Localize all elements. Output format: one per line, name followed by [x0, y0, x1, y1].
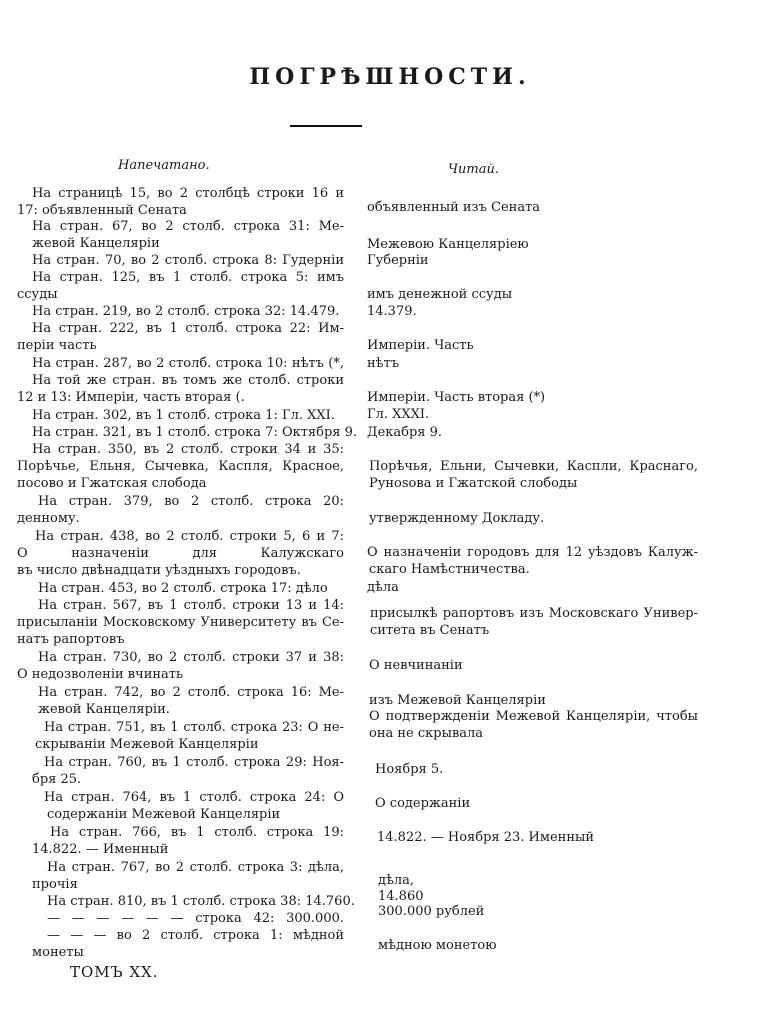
- printed-line: На стран. 321, въ 1 столб. строка 7: Октября 9.: [32, 425, 358, 440]
- correction-line: Рунosова и Гжатской слободы: [369, 476, 578, 491]
- printed-line: натъ рапортовъ: [17, 632, 125, 647]
- left-column-heading: Напечатано.: [118, 158, 210, 173]
- printed-line: Порѣчье, Ельня, Сычевка, Каспля, Красное,: [17, 459, 344, 474]
- correction-line: Межевою Канцеляріею: [367, 237, 529, 252]
- printed-line: періи часть: [17, 338, 97, 353]
- correction-line: присылкѣ рапортовъ изъ Московскаго Универ-: [370, 606, 698, 621]
- correction-line: объявленный изъ Сената: [367, 200, 541, 215]
- printed-line: На той же стран. въ томъ же столб. строки: [32, 373, 344, 388]
- printed-line: присыланіи Московскому Университету въ Се-: [17, 615, 344, 630]
- printed-line: — — — — — — строка 42: 300.000.: [47, 911, 344, 926]
- printed-line: На стран. 67, во 2 столб. строка 31: Ме-: [32, 219, 344, 234]
- correction-line: мѣдною монетою: [378, 938, 497, 953]
- correction-line: ситета въ Сенатъ: [370, 623, 490, 638]
- correction-line: Порѣчья, Ельни, Сычевки, Каспли, Краснаго,: [369, 459, 698, 474]
- printed-line: скрываніи Межевой Канцеляріи: [35, 737, 259, 752]
- correction-line: она не скрывала: [369, 726, 484, 741]
- printed-line: 12 и 13: Имперіи, часть вторая (.: [17, 390, 245, 405]
- title-rule: [290, 125, 362, 127]
- printed-line: На стран. 438, во 2 столб. строки 5, 6 и 7:: [35, 529, 344, 544]
- printed-line: На стран. 766, въ 1 столб. строка 19:: [50, 825, 344, 840]
- correction-line: Имперіи. Часть вторая (*): [367, 390, 546, 405]
- volume-footer: ТОМЪ XX.: [70, 963, 159, 981]
- printed-line: жевой Канцеляріи: [32, 236, 160, 251]
- printed-line: прочія: [32, 877, 78, 892]
- printed-line: На стран. 751, въ 1 столб. строка 23: О не-: [44, 720, 344, 735]
- correction-line: О невчинаніи: [369, 658, 463, 673]
- printed-line: На стран. 810, въ 1 столб. строка 38: 14.760.: [47, 894, 355, 909]
- correction-line: нѣтъ: [367, 356, 399, 371]
- correction-line: дѣла,: [378, 873, 414, 888]
- correction-line: Декабря 9.: [367, 425, 443, 440]
- printed-line: На стран. 730, во 2 столб. строки 37 и 38:: [38, 650, 344, 665]
- printed-line: На стран. 302, въ 1 столб. строка 1: Гл. XXI.: [32, 408, 335, 423]
- correction-line: 14.379.: [367, 304, 417, 319]
- printed-line: денному.: [17, 511, 80, 526]
- printed-line: На стран. 219, во 2 столб. строка 32: 14.479.: [32, 304, 340, 319]
- page-title: ПОГРѢШНОСТИ.: [249, 64, 531, 90]
- printed-line: посово и Гжатская слобода: [17, 476, 207, 491]
- printed-line: О недозволеніи вчинать: [17, 667, 184, 682]
- printed-line: содержаніи Межевой Канцеляріи: [47, 807, 281, 822]
- printed-line: На стран. 287, во 2 столб. строка 10: нѣтъ (*,: [32, 356, 344, 371]
- correction-line: Имперіи. Часть: [367, 338, 474, 353]
- printed-line: На стран. 222, въ 1 столб. строка 22: Им-: [32, 321, 344, 336]
- right-column-heading: Читай.: [448, 162, 500, 177]
- printed-line: 14.822. — Именный: [32, 842, 169, 857]
- correction-line: Ноября 5.: [375, 762, 444, 777]
- printed-line: На стран. 764, въ 1 столб. строка 24: О: [44, 790, 344, 805]
- printed-line: На стран. 567, въ 1 столб. строки 13 и 14:: [38, 598, 344, 613]
- correction-line: 14.860: [378, 889, 424, 904]
- printed-line: На стран. 125, въ 1 столб. строка 5: имъ: [32, 270, 344, 285]
- correction-line: дѣла: [367, 580, 399, 595]
- correction-line: 300.000 рублей: [378, 904, 485, 919]
- printed-line: На стран. 379, во 2 столб. строка 20:: [38, 494, 344, 509]
- correction-line: Гл. XXXI.: [367, 407, 430, 422]
- printed-line: На стран. 760, въ 1 столб. строка 29: Ноя-: [44, 755, 344, 770]
- printed-line: бря 25.: [32, 772, 82, 787]
- printed-line: О назначеніи для Калужскаго: [17, 546, 344, 561]
- printed-line: На стран. 453, во 2 столб. строка 17: дѣло: [38, 581, 328, 596]
- correction-line: скаго Намѣстничества.: [369, 562, 530, 577]
- printed-line: На стран. 742, во 2 столб. строка 16: Ме-: [38, 685, 344, 700]
- correction-line: имъ денежной ссуды: [367, 287, 513, 302]
- correction-line: 14.822. — Ноября 23. Именный: [377, 830, 595, 845]
- correction-line: О назначеніи городовъ для 12 уѣздовъ Калуж-: [367, 545, 698, 560]
- printed-line: ссуды: [17, 287, 58, 302]
- printed-line: На стран. 767, во 2 столб. строка 3: дѣла,: [47, 860, 344, 875]
- printed-line: На стран. 350, въ 2 столб. строки 34 и 35:: [32, 442, 344, 457]
- correction-line: изъ Межевой Канцеляріи: [369, 693, 546, 708]
- printed-line: 17: объявленный Сената: [17, 203, 187, 218]
- correction-line: Губерніи: [367, 253, 429, 268]
- correction-line: О содержаніи: [375, 796, 471, 811]
- printed-line: — — — во 2 столб. строка 1: мѣдной: [47, 928, 344, 943]
- printed-line: жевой Канцеляріи.: [38, 702, 170, 717]
- printed-line: монеты: [32, 945, 84, 960]
- printed-line: На страницѣ 15, во 2 столбцѣ строки 16 и: [32, 186, 344, 201]
- printed-line: На стран. 70, во 2 столб. строка 8: Гудерніи: [32, 253, 344, 268]
- correction-line: утвержденному Докладу.: [369, 511, 545, 526]
- correction-line: О подтвержденіи Межевой Канцеляріи, чтобы: [369, 709, 698, 724]
- printed-line: въ число двѣнадцати уѣздныхъ городовъ.: [17, 563, 301, 578]
